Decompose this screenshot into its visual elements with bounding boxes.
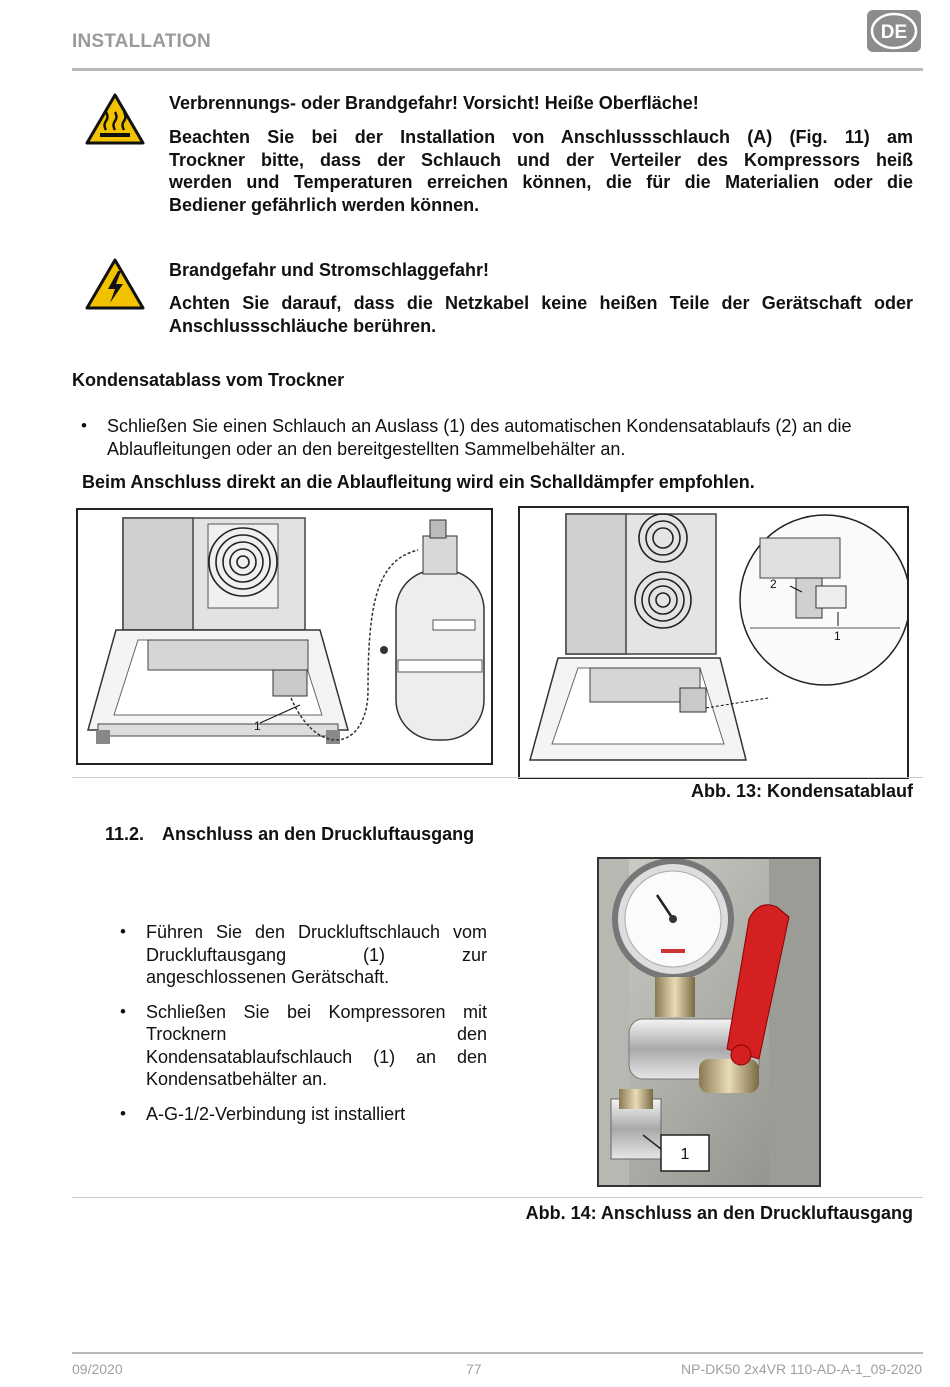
list-item-line: angeschlossenen Gerätschaft. <box>146 967 390 987</box>
warning-title-electric: Brandgefahr und Stromschlaggefahr! <box>169 260 490 280</box>
callout-label: 1 <box>680 1146 690 1163</box>
warning-title-hot-surface: Verbrennungs- oder Brandgefahr! Vorsicht! Heiße Oberfläche! <box>169 93 699 113</box>
footer-date: 09/2020 <box>72 1361 123 1377</box>
list-item-line: Trocknern den <box>146 1024 487 1044</box>
figure-13-caption: Abb. 13: Kondensatablauf <box>690 781 913 801</box>
hot-surface-warning-icon <box>84 92 146 146</box>
list-item <box>146 921 487 989</box>
list-item <box>146 1103 487 1126</box>
figure-condensate-drain-detail <box>518 506 909 779</box>
list-item-line: • Schließen Sie einen Schlauch an Auslass (1) des automatischen Kondensatablaufs (2) an die <box>107 416 852 436</box>
list-item-line: Kondensatablaufschlauch (1) an den <box>146 1046 487 1067</box>
warning-text-electric <box>169 292 913 337</box>
figure-13-rule <box>72 777 923 778</box>
list-item-line: Ablaufleitungen oder an den bereitgestellten Sammelbehälter an. <box>107 438 626 459</box>
figure-condensate-dryer-tank <box>76 508 493 765</box>
condensate-heading: Kondensatablass vom Trockner <box>72 370 345 390</box>
list-item-line: Druckluftausgang (1) zur <box>146 944 487 965</box>
language-badge <box>866 9 922 53</box>
warning-text-hot-surface <box>169 126 913 216</box>
list-item <box>107 415 922 460</box>
warning-line: Achten Sie darauf, dass die Netzkabel keine heißen Teile der Gerätschaft oder <box>169 293 913 313</box>
warning-line: Bediener gefährlich werden können. <box>169 194 480 215</box>
condensate-drain-drawing <box>520 508 907 777</box>
list-item-line: Kondensatbehälter an. <box>146 1069 328 1089</box>
list-item-line: • Schließen Sie bei Kompressoren mit <box>146 1001 487 1022</box>
callout-label: 2 <box>770 577 777 591</box>
compressed-air-list <box>146 921 487 1125</box>
condensate-list <box>107 415 922 460</box>
section-11-2-heading: 11.2. Anschluss an den Druckluftausgang <box>105 824 475 844</box>
language-code: DE <box>880 22 908 43</box>
callout-label: 1 <box>254 719 261 733</box>
footer-page-number: 77 <box>466 1361 482 1377</box>
warning-line: Trockner bitte, dass der Schlauch und der Verteiler des Kompressors heiß <box>169 149 913 170</box>
callout-label: 1 <box>834 629 841 643</box>
figure-14-caption: Abb. 14: Anschluss an den Druckluftausgang <box>525 1203 913 1223</box>
list-item-line: • Führen Sie den Druckluftschlauch vom <box>146 922 487 942</box>
air-outlet-photo-illustration <box>599 859 819 1185</box>
electric-shock-warning-icon <box>84 257 146 311</box>
dryer-with-tank-drawing <box>78 510 491 763</box>
silencer-note: Beim Anschluss direkt an die Ablaufleitung wird ein Schalldämpfer empfohlen. <box>82 472 755 492</box>
header-title: INSTALLATION <box>72 31 211 52</box>
figure-14-rule <box>72 1197 923 1198</box>
warning-line: Beachten Sie bei der Installation von Anschlussschlauch (A) (Fig. 11) am <box>169 127 913 147</box>
footer-document-id: NP-DK50 2x4VR 110-AD-A-1_09-2020 <box>681 1361 922 1377</box>
warning-line: werden und Temperaturen erreichen können, die für die Materialien oder die <box>169 172 913 192</box>
header-rule <box>72 68 923 71</box>
footer-rule <box>72 1352 923 1354</box>
list-item <box>146 1001 487 1091</box>
warning-line: Anschlussschläuche berühren. <box>169 315 437 336</box>
list-item-line: • A-G-1/2-Verbindung ist installiert <box>146 1103 406 1124</box>
photo-compressed-air-outlet <box>597 857 821 1187</box>
